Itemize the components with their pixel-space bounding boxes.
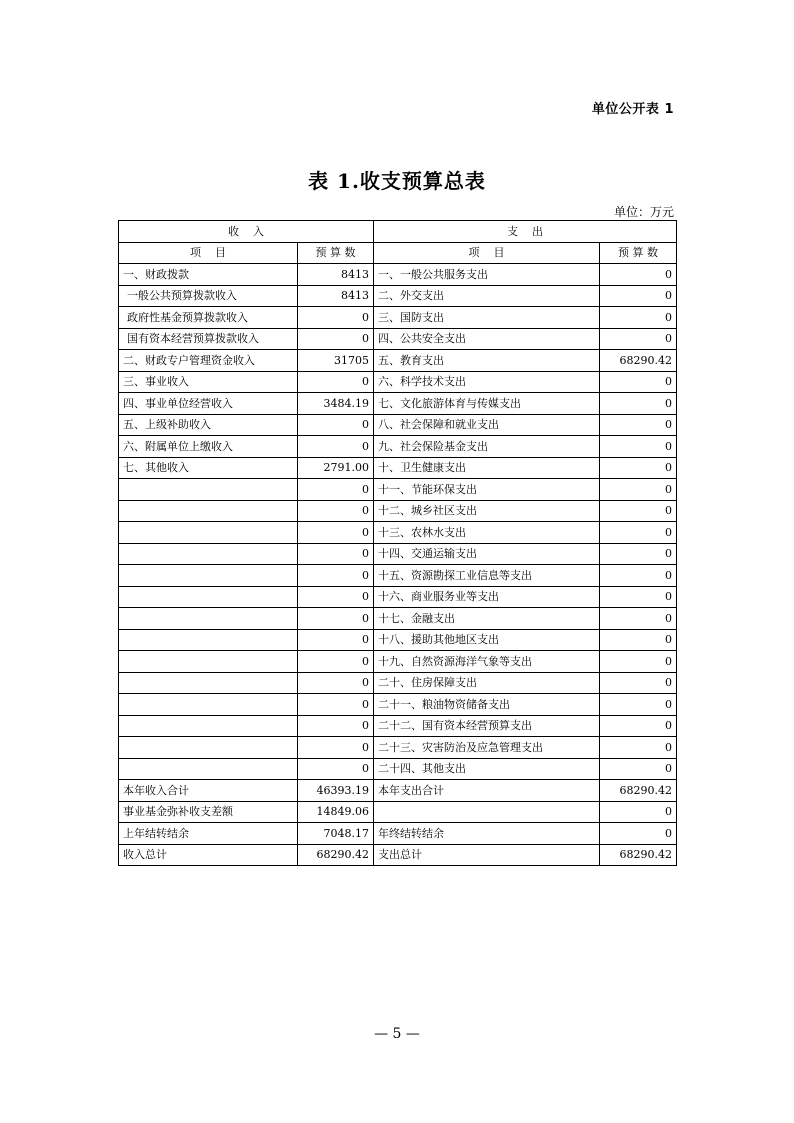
- table-row: [119, 801, 677, 823]
- income-amount-cell: 0: [298, 565, 374, 587]
- income-amount-cell: 7048.17: [298, 823, 374, 845]
- budget-table: [118, 220, 677, 866]
- income-amount-cell: 0: [298, 371, 374, 393]
- income-item-cell: [119, 586, 298, 608]
- income-amount-cell: 0: [298, 629, 374, 651]
- expense-item-cell: 十七、金融支出: [374, 608, 600, 630]
- income-item-cell: 五、上级补助收入: [119, 414, 298, 436]
- income-amount-cell: 14849.06: [298, 801, 374, 823]
- income-amount-cell: 8413: [298, 285, 374, 307]
- expense-amount-cell: 0: [600, 285, 677, 307]
- expense-item-header: 项 目: [374, 242, 600, 264]
- table-row: [119, 436, 677, 458]
- income-amount-cell: 0: [298, 500, 374, 522]
- expense-amount-cell: 0: [600, 694, 677, 716]
- income-amount-cell: 0: [298, 522, 374, 544]
- income-amount-cell: 8413: [298, 264, 374, 286]
- expense-item-cell: 本年支出合计: [374, 780, 600, 802]
- income-item-cell: 本年收入合计: [119, 780, 298, 802]
- expense-item-cell: 十二、城乡社区支出: [374, 500, 600, 522]
- page-number: — 5 —: [374, 1026, 420, 1042]
- income-amount-cell: 0: [298, 651, 374, 673]
- income-item-cell: 七、其他收入: [119, 457, 298, 479]
- expense-amount-cell: 0: [600, 264, 677, 286]
- table-row: [119, 264, 677, 286]
- expense-amount-cell: 0: [600, 737, 677, 759]
- income-item-cell: [119, 672, 298, 694]
- expense-item-cell: 一、一般公共服务支出: [374, 264, 600, 286]
- income-amount-cell: 0: [298, 672, 374, 694]
- unit-label: 单位：万元: [613, 205, 674, 219]
- income-item-cell: [119, 715, 298, 737]
- expense-item-cell: 十三、农林水支出: [374, 522, 600, 544]
- income-amount-cell: 0: [298, 543, 374, 565]
- expense-amount-cell: 0: [600, 629, 677, 651]
- income-item-cell: 二、财政专户管理资金收入: [119, 350, 298, 372]
- expense-amount-cell: 0: [600, 715, 677, 737]
- column-header-row: [119, 242, 677, 264]
- expense-item-cell: 年终结转结余: [374, 823, 600, 845]
- income-amount-cell: 0: [298, 608, 374, 630]
- income-group-header: 收 入: [119, 221, 374, 243]
- table-row: [119, 608, 677, 630]
- income-item-cell: 三、事业收入: [119, 371, 298, 393]
- table-row: [119, 307, 677, 329]
- table-row: [119, 328, 677, 350]
- table-row: [119, 393, 677, 415]
- income-amount-cell: 31705: [298, 350, 374, 372]
- page-title: 表 1.收支预算总表: [308, 169, 486, 193]
- expense-item-cell: 六、科学技术支出: [374, 371, 600, 393]
- income-amount-cell: 46393.19: [298, 780, 374, 802]
- table-row: [119, 565, 677, 587]
- income-amount-cell: 0: [298, 586, 374, 608]
- expense-item-cell: 十九、自然资源海洋气象等支出: [374, 651, 600, 673]
- expense-item-cell: 二十一、粮油物资储备支出: [374, 694, 600, 716]
- table-row: [119, 350, 677, 372]
- income-item-cell: 国有资本经营预算拨款收入: [119, 328, 298, 350]
- expense-item-cell: 七、文化旅游体育与传媒支出: [374, 393, 600, 415]
- expense-item-cell: 二十三、灾害防治及应急管理支出: [374, 737, 600, 759]
- income-amount-cell: 0: [298, 479, 374, 501]
- expense-item-cell: 八、社会保障和就业支出: [374, 414, 600, 436]
- expense-amount-cell: 0: [600, 801, 677, 823]
- expense-item-cell: 十、卫生健康支出: [374, 457, 600, 479]
- table-row: [119, 715, 677, 737]
- income-amount-cell: 0: [298, 737, 374, 759]
- income-item-cell: 上年结转结余: [119, 823, 298, 845]
- table-row: [119, 672, 677, 694]
- income-item-cell: [119, 651, 298, 673]
- expense-amount-cell: 0: [600, 522, 677, 544]
- income-amount-cell: 3484.19: [298, 393, 374, 415]
- expense-amount-cell: 0: [600, 393, 677, 415]
- table-row: [119, 823, 677, 845]
- expense-amount-cell: 0: [600, 479, 677, 501]
- expense-amount-cell: 0: [600, 608, 677, 630]
- income-amount-cell: 0: [298, 758, 374, 780]
- income-item-cell: [119, 479, 298, 501]
- expense-item-cell: 三、国防支出: [374, 307, 600, 329]
- income-amount-cell: 0: [298, 328, 374, 350]
- income-item-cell: 政府性基金预算拨款收入: [119, 307, 298, 329]
- income-item-cell: [119, 737, 298, 759]
- expense-amount-cell: 0: [600, 500, 677, 522]
- table-row: [119, 479, 677, 501]
- expense-item-cell: 二十二、国有资本经营预算支出: [374, 715, 600, 737]
- expense-amount-cell: 68290.42: [600, 844, 677, 866]
- expense-item-cell: 二十四、其他支出: [374, 758, 600, 780]
- expense-amount-cell: 0: [600, 307, 677, 329]
- income-amount-cell: 0: [298, 694, 374, 716]
- income-item-cell: [119, 629, 298, 651]
- expense-amount-cell: 0: [600, 328, 677, 350]
- expense-item-cell: 五、教育支出: [374, 350, 600, 372]
- table-row: [119, 780, 677, 802]
- table-row: [119, 737, 677, 759]
- income-amount-cell: 0: [298, 414, 374, 436]
- expense-amount-cell: 0: [600, 543, 677, 565]
- expense-item-cell: 四、公共安全支出: [374, 328, 600, 350]
- table-row: [119, 758, 677, 780]
- income-item-cell: 六、附属单位上缴收入: [119, 436, 298, 458]
- income-item-cell: [119, 694, 298, 716]
- expense-amount-cell: 0: [600, 457, 677, 479]
- income-item-cell: [119, 522, 298, 544]
- expense-amount-cell: 0: [600, 672, 677, 694]
- expense-amount-cell: 0: [600, 651, 677, 673]
- group-header-row: [119, 221, 677, 243]
- income-amount-cell: 0: [298, 307, 374, 329]
- table-row: [119, 285, 677, 307]
- table-row: [119, 500, 677, 522]
- income-amount-cell: 0: [298, 436, 374, 458]
- expense-item-cell: 十八、援助其他地区支出: [374, 629, 600, 651]
- expense-group-header: 支 出: [374, 221, 677, 243]
- expense-item-cell: 九、社会保险基金支出: [374, 436, 600, 458]
- income-item-cell: [119, 565, 298, 587]
- income-item-cell: [119, 543, 298, 565]
- expense-amount-cell: 0: [600, 436, 677, 458]
- expense-item-cell: 十五、资源勘探工业信息等支出: [374, 565, 600, 587]
- table-row: [119, 586, 677, 608]
- income-item-cell: 四、事业单位经营收入: [119, 393, 298, 415]
- table-row: [119, 414, 677, 436]
- income-amount-header: 预 算 数: [298, 242, 374, 264]
- expense-item-cell: 支出总计: [374, 844, 600, 866]
- table-row: [119, 844, 677, 866]
- expense-item-cell: 十六、商业服务业等支出: [374, 586, 600, 608]
- expense-amount-cell: 0: [600, 823, 677, 845]
- income-item-cell: [119, 608, 298, 630]
- expense-item-cell: 十四、交通运输支出: [374, 543, 600, 565]
- income-item-cell: 事业基金弥补收支差额: [119, 801, 298, 823]
- income-amount-cell: 0: [298, 715, 374, 737]
- income-amount-cell: 2791.00: [298, 457, 374, 479]
- expense-amount-cell: 0: [600, 586, 677, 608]
- income-amount-cell: 68290.42: [298, 844, 374, 866]
- expense-amount-cell: 0: [600, 565, 677, 587]
- income-item-cell: [119, 500, 298, 522]
- income-item-cell: 一、财政拨款: [119, 264, 298, 286]
- expense-amount-header: 预 算 数: [600, 242, 677, 264]
- expense-amount-cell: 0: [600, 371, 677, 393]
- expense-item-cell: [374, 801, 600, 823]
- income-item-cell: 一般公共预算拨款收入: [119, 285, 298, 307]
- income-item-cell: [119, 758, 298, 780]
- expense-amount-cell: 0: [600, 758, 677, 780]
- income-item-cell: 收入总计: [119, 844, 298, 866]
- table-row: [119, 543, 677, 565]
- table-row: [119, 522, 677, 544]
- table-row: [119, 694, 677, 716]
- expense-amount-cell: 68290.42: [600, 350, 677, 372]
- expense-item-cell: 十一、节能环保支出: [374, 479, 600, 501]
- table-row: [119, 629, 677, 651]
- expense-amount-cell: 0: [600, 414, 677, 436]
- expense-item-cell: 二、外交支出: [374, 285, 600, 307]
- table-row: [119, 371, 677, 393]
- table-row: [119, 457, 677, 479]
- income-item-header: 项 目: [119, 242, 298, 264]
- table-row: [119, 651, 677, 673]
- expense-amount-cell: 68290.42: [600, 780, 677, 802]
- table-tag: 单位公开表 1: [591, 102, 674, 117]
- expense-item-cell: 二十、住房保障支出: [374, 672, 600, 694]
